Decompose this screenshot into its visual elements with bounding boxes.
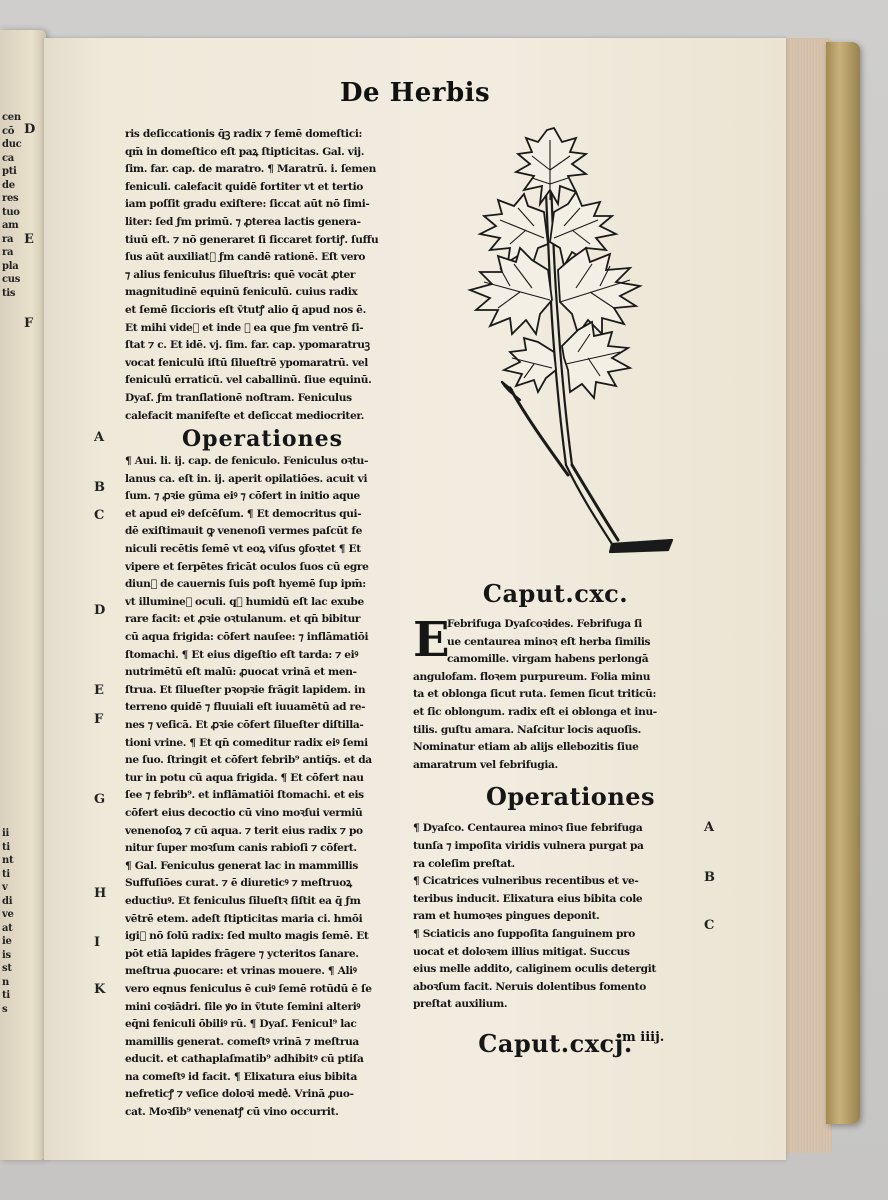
text-line: iam poſſit gradu exiſtere: ſiccat aūt nō ſimi- [125,198,370,211]
left-page-fragment: de [2,179,15,191]
chapter-heading-cxc: Caput.cxc. [482,579,629,608]
text-line: mini coꝛiādri. ſile ꝟo in ṽtute ſemini alteriꝰ [125,1000,361,1013]
right-margin-letter-a: A [704,820,715,835]
text-line: magnitudinē equinū feniculū. cuius radix [125,286,358,299]
chapter-intro [413,616,698,669]
text-line: et ſemē ſiccioris eſt ṽtutꝭ alio q̄ apud nos ē. [125,303,366,316]
left-page-fragment: di [2,895,13,907]
text-line: ram et humoꝛes pingues deponit. [413,910,600,923]
right-margin-letter-b: B [704,870,715,885]
signature-mark: m iiij. [622,1030,665,1045]
text-line: angulofam. floꝛem purpureum. Folia minu [413,670,651,683]
text-line: educit. et cathaplaſmatib⁹ adhibitꝰ cū ptiſa [125,1053,364,1066]
text-line: ſum. ⁊ ꝓꝛie gūma eiꝰ ⁊ cōfert in initio aque [125,490,360,503]
text-line: calefacit manifeſte et deſiccat mediocriter. [125,409,364,422]
left-page-fragment: ve [2,909,14,920]
left-page-fragment: am [2,220,19,231]
text-line: niculi recētis ſemē vt eoꝝ viſus ꝯfoꝛtet ¶ Et [125,543,361,556]
intro-lines-beside-initial [447,616,698,669]
text-line: ſtomachi. ¶ Et eius digeſtio eſt tarda: ⁊ eiꝰ [125,648,359,661]
left-page-fragment: ti [2,841,10,853]
text-line: ſim. far. cap. de maratro. ¶ Maratrū. i. ſemen [125,163,377,176]
margin-letter-k: K [94,982,106,997]
text-line: ¶ Dyaſco. Centaurea minoꝛ ſiue febrifuga [413,822,643,835]
text-line: tiuū eſt. ⁊ nō generaret ſi ſiccaret fortiꝭ. ſuffu [125,233,379,246]
left-page-fragment: n [2,976,9,988]
text-line: eductiuꝰ. Et feniculus ſilueſtꝛ ſiſtit ea q̄ ƒm [125,894,361,907]
text-line: rare facit: et ꝓꝛie oꝛtulanum. et qn̄ bibitur [125,613,361,626]
text-line: cū aqua frigida: cōfert nauſee: ⁊ inflāmatiōi [125,631,369,644]
left-page-fragment: at [2,922,13,934]
text-line: tioni vrine. ¶ Et qn̄ comeditur radix eiꝰ ſemi [125,736,368,749]
text-line: et apud eiꝰ deſcēſum. ¶ Et democritus qui- [125,507,362,520]
text-line: preſtat auxilium. [413,998,508,1011]
left-page-fragment: res [2,193,19,204]
left-page-fragment: cō [2,125,15,137]
left-page-fragment: ra [2,247,14,258]
text-line: mamillis generat. comeſtꝰ vrinā ⁊ meſtrua [125,1035,359,1048]
text-line: Et mihi videᷣ et inde ꝙ ea que ƒm ventrē ſi- [125,321,364,334]
text-line: tunſa ⁊ impoſita viridis vulnera purgat pa [413,839,644,852]
right-margin-letter-c: C [704,918,715,933]
left-page-fragment: pti [2,166,17,177]
text-line: vocat feniculū iſtū ſilueſtrē ypomaratrū. vel [125,356,368,369]
text-line: eius melle addito, caliginem oculis detergit [413,963,656,976]
text-line: ſee ⁊ febrib⁹. et inflāmatiōi ſtomachi. et eis [125,789,364,802]
operationes-heading-right: Operationes [485,782,656,812]
left-page-fragment: ca [2,152,14,164]
paragraph-operationes [125,453,400,1122]
text-line: nutrimētū eſt malū: ꝓuocat vrinā et men- [125,666,357,679]
book-cover-edge [826,42,860,1124]
plant-woodcut-illustration [440,120,680,560]
text-line: ¶ Aui. li. ij. cap. de feniculo. Feniculus oꝛtu- [125,455,369,468]
left-page-fragment: ie [2,936,12,947]
text-line: Febrifuga Dyaſcoꝛides. Febrifuga ſi [447,618,642,630]
text-line: uocat et doloꝛem illius mitigat. Succus [413,945,630,958]
text-line: venenoſoꝝ ⁊ cū aqua. ⁊ terit eius radix ⁊ po [125,824,363,837]
text-line: feniculi. calefacit quidē fortiter vt et tertio [125,180,363,193]
left-page-fragment: cus [2,274,21,285]
left-page-edge [0,30,46,1160]
text-line: vipere et ſerpētes fricāt oculos ſuos cū egre [125,560,369,573]
operationes-paragraph-right [413,820,698,1014]
text-line: ſtrua. Et ſilueſter pꝛopꝛie frāgit lapidem. in [125,683,366,696]
text-line: feniculū erraticū. vel caballinū. ſiue equinū. [125,374,372,387]
text-line: ¶ Sciaticis ano ſuppoſita ſanguinem pro [413,927,635,940]
text-line: tilis. guſtu amara. Naſcitur locis aquoſis. [413,723,641,736]
text-line: Suffuſiōes curat. ⁊ ē diureticꝰ ⁊ meſtruoꝝ [125,877,352,890]
operationes-heading: Operationes [182,426,343,453]
left-page-fragment: is [2,949,11,961]
margin-letter-c: C [94,508,105,523]
margin-letter-a: A [94,430,105,445]
left-page-margin-letter: E [24,232,34,247]
left-page-fragment: v [2,882,8,893]
margin-letter-g: G [94,792,106,807]
text-line: amaratrum vel febrifugia. [413,758,558,771]
text-line: eq̄ni feniculi ōbiliꝰ rū. ¶ Dyaſ. Fenicul⁹ lac [125,1018,357,1031]
text-line: dē exiſtimauit ꝙ venenoſi vermes paſcūt fe [125,525,363,538]
left-page-fragment: pla [2,260,19,272]
text-line: vētrē etem. adeſt ſtipticitas maria ci. hmōi [125,912,363,925]
chapter-heading-cxcj: Caput.cxcj. [478,1028,633,1058]
left-page-fragment: duc [2,139,22,150]
text-line: vero eqnus feniculus ē cuiꝰ ſemē rotūdū ē ſe [125,982,372,995]
text-line: cat. Moꝛſib⁹ venenatꝭ cū vino occurrit. [125,1106,339,1119]
text-line: ⁊ alius feniculus ſilueſtris: quē vocāt ꝓter [125,268,356,281]
margin-letter-b: B [94,480,105,495]
left-text-column [125,126,400,1122]
text-line: ſtat ⁊ c. Et idē. vj. ſim. far. cap. ypomaratruꝫ [125,339,370,352]
left-page-fragment: ti [2,868,10,880]
text-line: ra coleſim preſtat. [413,857,515,870]
text-line: nefreticꝭ ⁊ veſice doloꝛi medeᷣ. Vrinā ꝓuo- [125,1088,354,1101]
text-line: aboꝛſum facit. Neruis dolentibus fomento [413,980,646,993]
text-line: pōt etiā lapides frāgere ⁊ ycteritos ſanare. [125,947,359,960]
text-line: ¶ Gal. Feniculus generat lac in mammillis [125,859,358,872]
text-line: na comeſtꝰ id facit. ¶ Elixatura eius bibita [125,1070,357,1083]
text-line: ne ſuo. ſtringit et cōfert febrib⁹ antiq̄s. et da [125,754,372,767]
running-head: De Herbis [340,78,491,108]
left-page-fragment: tis [2,287,16,299]
page-block-edge [780,38,832,1153]
left-page-margin-letter: D [24,122,36,137]
text-line: diunᷣ de cauernis ſuis poſt hyemē ſup ipm̄: [125,578,366,591]
right-text-column [413,572,698,1066]
text-line: lanus ca. eſt in. ij. aperit opilatiōes. acuit vi [125,472,368,485]
left-page-fragment: tuo [2,206,20,218]
text-line: igiᷣ nō ſolū radix: ſed multo magis ſemē. Et [125,930,369,943]
left-page-margin-letter: F [24,316,34,331]
left-page-fragment: cen [2,112,21,123]
left-page-fragment: s [2,1003,8,1015]
margin-letter-f: F [94,712,104,727]
margin-letter-i: I [94,935,101,950]
text-line: Dyaſ. ƒm tranſlationē noſtram. Feniculus [125,391,352,404]
text-line: ſus aūt auxiliatᷣ ƒm candē rationē. Eſt vero [125,251,366,264]
left-page-fragment: ra [2,233,14,245]
text-line: terreno quidē ⁊ fluuiali eſt iuuamētū ad re- [125,701,366,714]
margin-letter-h: H [94,886,107,901]
text-line: nitur ſuper moꝛſum canis rabioſi ⁊ cōfert. [125,842,357,855]
text-line: Nominatur etiam ab alijs ellebozitis ſiue [413,741,639,754]
left-page-fragment: st [2,963,12,974]
text-line: liter: ſed ƒm primū. ⁊ ꝓterea lactis genera- [125,215,361,228]
decorated-initial: E [413,616,450,668]
text-line: tur in potu cū aqua frigida. ¶ Et cōfert nau [125,771,364,784]
margin-letter-e: E [94,683,104,698]
margin-letter-d: D [94,603,106,618]
text-line: ris deſiccationis q̄ꝫ radix ⁊ ſemē domeſtici: [125,128,363,140]
intro-paragraph [413,669,698,775]
text-line: et ſic oblongum. radix eſt ei oblonga et inu- [413,705,657,718]
text-line: nes ⁊ veſicā. Et ꝓꝛie cōfert ſilueſter diſtilla- [125,719,364,731]
text-line: ¶ Cicatrices vulneribus recentibus et ve- [413,875,639,888]
text-line: qm̄ in domeſtico eſt paꝝ ſtipticitas. Gal. vij. [125,145,365,158]
text-line: meſtrua ꝓuocare: et vrinas mouere. ¶ Aliꝰ [125,965,357,978]
text-line: cōfert eius decoctio cū vino moꝛſui vermiū [125,806,363,819]
text-line: ta et oblonga ſicut ruta. ſemen ſicut triticū: [413,688,657,701]
left-page-fragment: nt [2,855,14,866]
text-line: camomille. virgam habens perlongā [447,653,649,666]
text-line: vt illumineᷣ oculi. qꝺ humidū eſt lac exube [125,595,364,608]
text-line: teribus inducit. Elixatura eius bibita cole [413,892,643,905]
paragraph-description [125,126,400,425]
left-page-fragment: ii [2,828,9,839]
text-line: ue centaurea minoꝛ eſt herba ſimilis [447,635,651,648]
left-page-fragment: ti [2,990,10,1001]
